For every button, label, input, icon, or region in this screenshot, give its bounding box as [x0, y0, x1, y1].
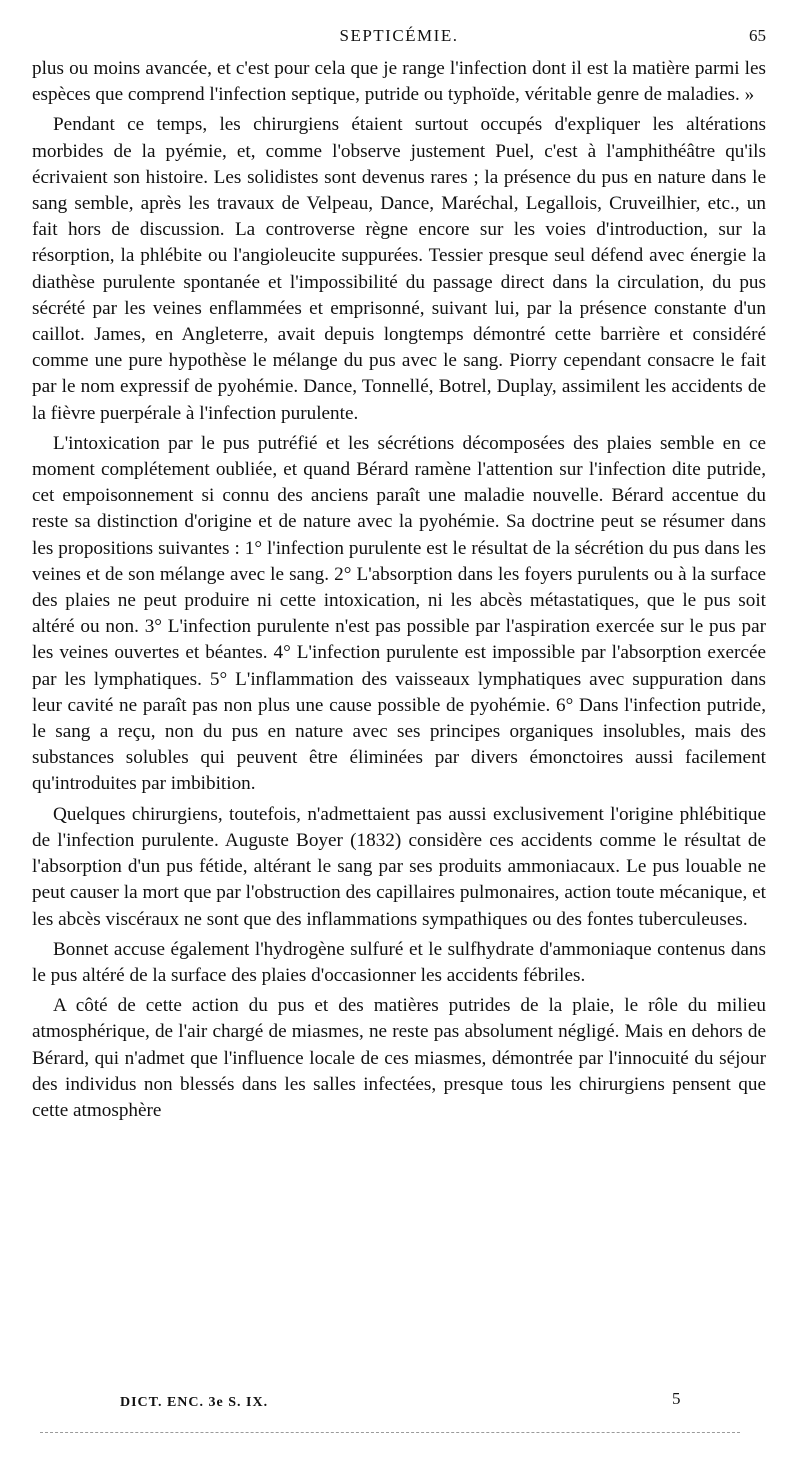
- running-head: [32, 26, 766, 56]
- sheet-number: 5: [672, 1389, 681, 1408]
- scan-edge-divider: [40, 1432, 740, 1433]
- page: [32, 26, 766, 1128]
- signature-mark: DICT. ENC. 3e S. IX.: [120, 1395, 269, 1410]
- body-text: [32, 56, 766, 1124]
- page-number: 65: [749, 26, 766, 45]
- page-footer: [32, 1389, 766, 1415]
- paragraph: Pendant ce temps, les chirurgiens étaient surtout occupés d'expliquer les altérations morbides de la pyémie, et, comme l'observe justement Puel, c'est à l'amphithéâtre qu'ils écrivaient son histoire. Les solidistes sont devenus rares ; la présence du pus en nature dans le sang semble, après les travaux de Velpeau, Dance, Maréchal, Legallois, Cruveilhier, etc., un fait hors de discussion. La controverse règne encore sur les voies d'introduction, sur la résorption, la phlébite ou l'angioleucite suppurées. Tessier presque seul défend avec énergie la diathèse purulente spontanée et l'impossibilité du passage direct dans la circulation, du pus sécrété par les veines enflammées et emprisonné, suivant lui, par la présence constante d'un caillot. James, en Angleterre, avait depuis longtemps démontré cette barrière et considéré comme une pure hypothèse le mélange du pus avec le sang. Piorry cependant consacre le fait par le nom expressif de pyohémie. Dance, Tonnellé, Botrel, Duplay, assimilent les accidents de la fièvre puerpérale à l'infection purulente.: [32, 114, 766, 424]
- paragraph: L'intoxication par le pus putréfié et les sécrétions décomposées des plaies semble en ce moment complétement oubliée, et quand Bérard ramène l'attention sur l'infection dite putride, cet empoisonnement si connu des anciens paraît une maladie nouvelle. Bérard accentue du reste sa distinction d'origine et de nature avec la pyohémie. Sa doctrine peut se résumer dans les propositions suivantes : 1° l'infection purulente est le résultat de la sécrétion du pus dans les veines et de son mélange avec le sang. 2° L'absorption dans les foyers purulents ou à la surface des plaies ne peut produire ni cette intoxication, ni les abcès métastatiques, que le pus soit altéré ou non. 3° L'infection purulente n'est pas possible par l'aspiration exercée sur le pus par les veines ouvertes et béantes. 4° L'infection purulente est impossible par l'absorption exercée par les lymphatiques. 5° L'inflammation des vaisseaux lymphatiques avec suppuration dans leur cavité ne paraît pas non plus une cause possible de pyohémie. 6° Dans l'infection putride, le sang a reçu, non du pus en nature avec ses principes organiques insolubles, mais des substances solubles qui peuvent être éliminées par divers émonctoires aussi facilement qu'introduites par imbibition.: [32, 432, 766, 795]
- paragraph: Quelques chirurgiens, toutefois, n'admettaient pas aussi exclusivement l'origine phlébitique de l'infection purulente. Auguste Boyer (1832) considère ces accidents comme le résultat de l'absorption d'un pus fétide, altérant le sang par ses produits ammoniacaux. Le pus louable ne peut causer la mort que par l'obstruction des capillaires pulmonaires, action toute mécanique, et les abcès viscéraux ne sont que des inflammations sympathiques ou des fontes tuberculeuses.: [32, 803, 766, 930]
- paragraph: A côté de cette action du pus et des matières putrides de la plaie, le rôle du milieu atmosphérique, de l'air chargé de miasmes, ne reste pas absolument négligé. Mais en dehors de Bérard, qui n'admet que l'influence locale de ces miasmes, démontrée par l'innocuité du séjour des individus non blessés dans les salles infectées, presque tous les chirurgiens pensent que cette atmosphère: [32, 995, 766, 1121]
- paragraph-continuation: plus ou moins avancée, et c'est pour cela que je range l'infection dont il est la matière parmi les espèces que comprend l'infection septique, putride ou typhoïde, véritable genre de maladies. »: [32, 58, 766, 106]
- running-title: SEPTICÉMIE.: [339, 26, 459, 45]
- paragraph: Bonnet accuse également l'hydrogène sulfuré et le sulfhydrate d'ammoniaque contenus dans le pus altéré de la surface des plaies d'occasionner les accidents fébriles.: [32, 938, 766, 986]
